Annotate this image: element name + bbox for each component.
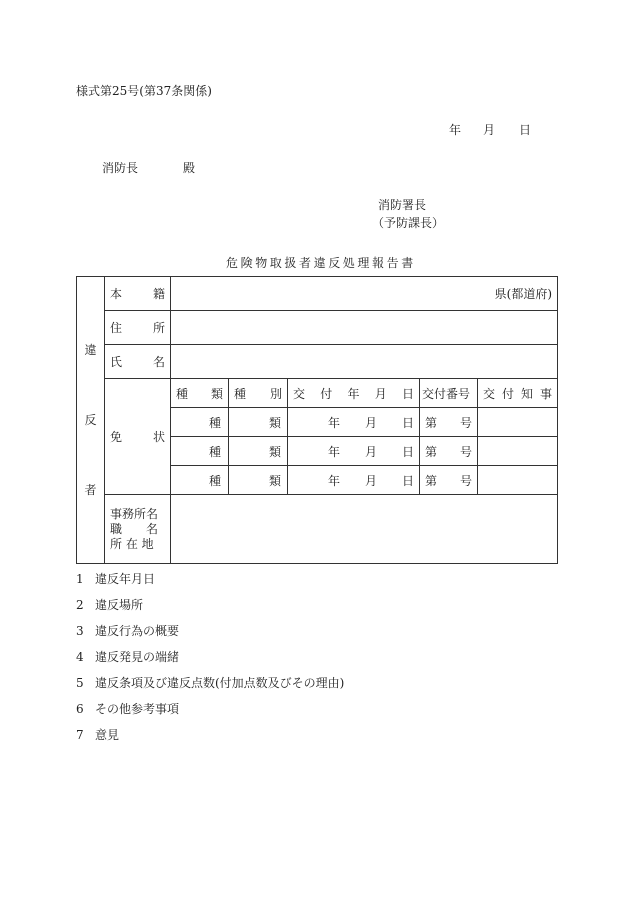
header-kind-b: 種 別: [229, 379, 288, 408]
notes-list: [76, 572, 344, 754]
addressee: [102, 161, 195, 175]
license-kind-cell[interactable]: 種 類: [171, 408, 229, 437]
license-date-cell[interactable]: 年 月 日: [288, 408, 420, 437]
license-kind-cell[interactable]: 種 類: [171, 437, 229, 466]
list-item: 7 意見: [76, 728, 120, 742]
name-label: 氏 名: [105, 345, 171, 379]
license-date-cell[interactable]: 年 月 日: [288, 437, 420, 466]
list-item: 6 その他参考事項: [76, 702, 180, 716]
violator-label: 違 反 者: [77, 277, 105, 564]
license-governor-cell[interactable]: [478, 466, 558, 495]
date-year: 年: [449, 123, 462, 137]
license-kind-cell[interactable]: 種 類: [171, 466, 229, 495]
form-number: 様式第25号(第37条関係): [76, 84, 212, 98]
report-table: [76, 276, 558, 564]
office-label: 事務所名 職 名 所 在 地: [105, 495, 171, 564]
address-label: 住 所: [105, 311, 171, 345]
header-issue-number: 交付番号: [420, 379, 478, 408]
license-date-cell[interactable]: 年 月 日: [288, 466, 420, 495]
address-field[interactable]: [171, 311, 558, 345]
document-title: 危険物取扱者違反処理報告書: [226, 256, 416, 270]
license-number-cell[interactable]: 第 号: [420, 437, 478, 466]
addressee-honorific: 殿: [183, 161, 196, 175]
license-number-cell[interactable]: 第 号: [420, 466, 478, 495]
license-number-cell[interactable]: 第 号: [420, 408, 478, 437]
license-governor-cell[interactable]: [478, 408, 558, 437]
sender-line2: （予防課長）: [372, 216, 445, 230]
office-field[interactable]: [171, 495, 558, 564]
list-item: 3 違反行為の概要: [76, 624, 180, 638]
date-day: 日: [519, 123, 532, 137]
domicile-suffix: 県(都道府): [494, 287, 553, 301]
list-item: 2 違反場所: [76, 598, 144, 612]
list-item: 5 違反条項及び違反点数(付加点数及びその理由): [76, 676, 345, 690]
header-issuing-governor: 交 付 知 事: [478, 379, 558, 408]
date-month: 月: [483, 123, 496, 137]
license-governor-cell[interactable]: [478, 437, 558, 466]
name-field[interactable]: [171, 345, 558, 379]
date-line: [449, 123, 531, 137]
sender-line1: 消防署長: [378, 198, 427, 212]
list-item: 1 違反年月日: [76, 572, 156, 586]
header-kind-a: 種 類: [171, 379, 229, 408]
addressee-chief: 消防長: [102, 161, 139, 175]
domicile-field[interactable]: [171, 277, 558, 311]
header-issue-date: 交 付 年 月 日: [288, 379, 420, 408]
list-item: 4 違反発見の端緒: [76, 650, 180, 664]
license-label: 免 状: [105, 379, 171, 495]
domicile-label: 本 籍: [105, 277, 171, 311]
